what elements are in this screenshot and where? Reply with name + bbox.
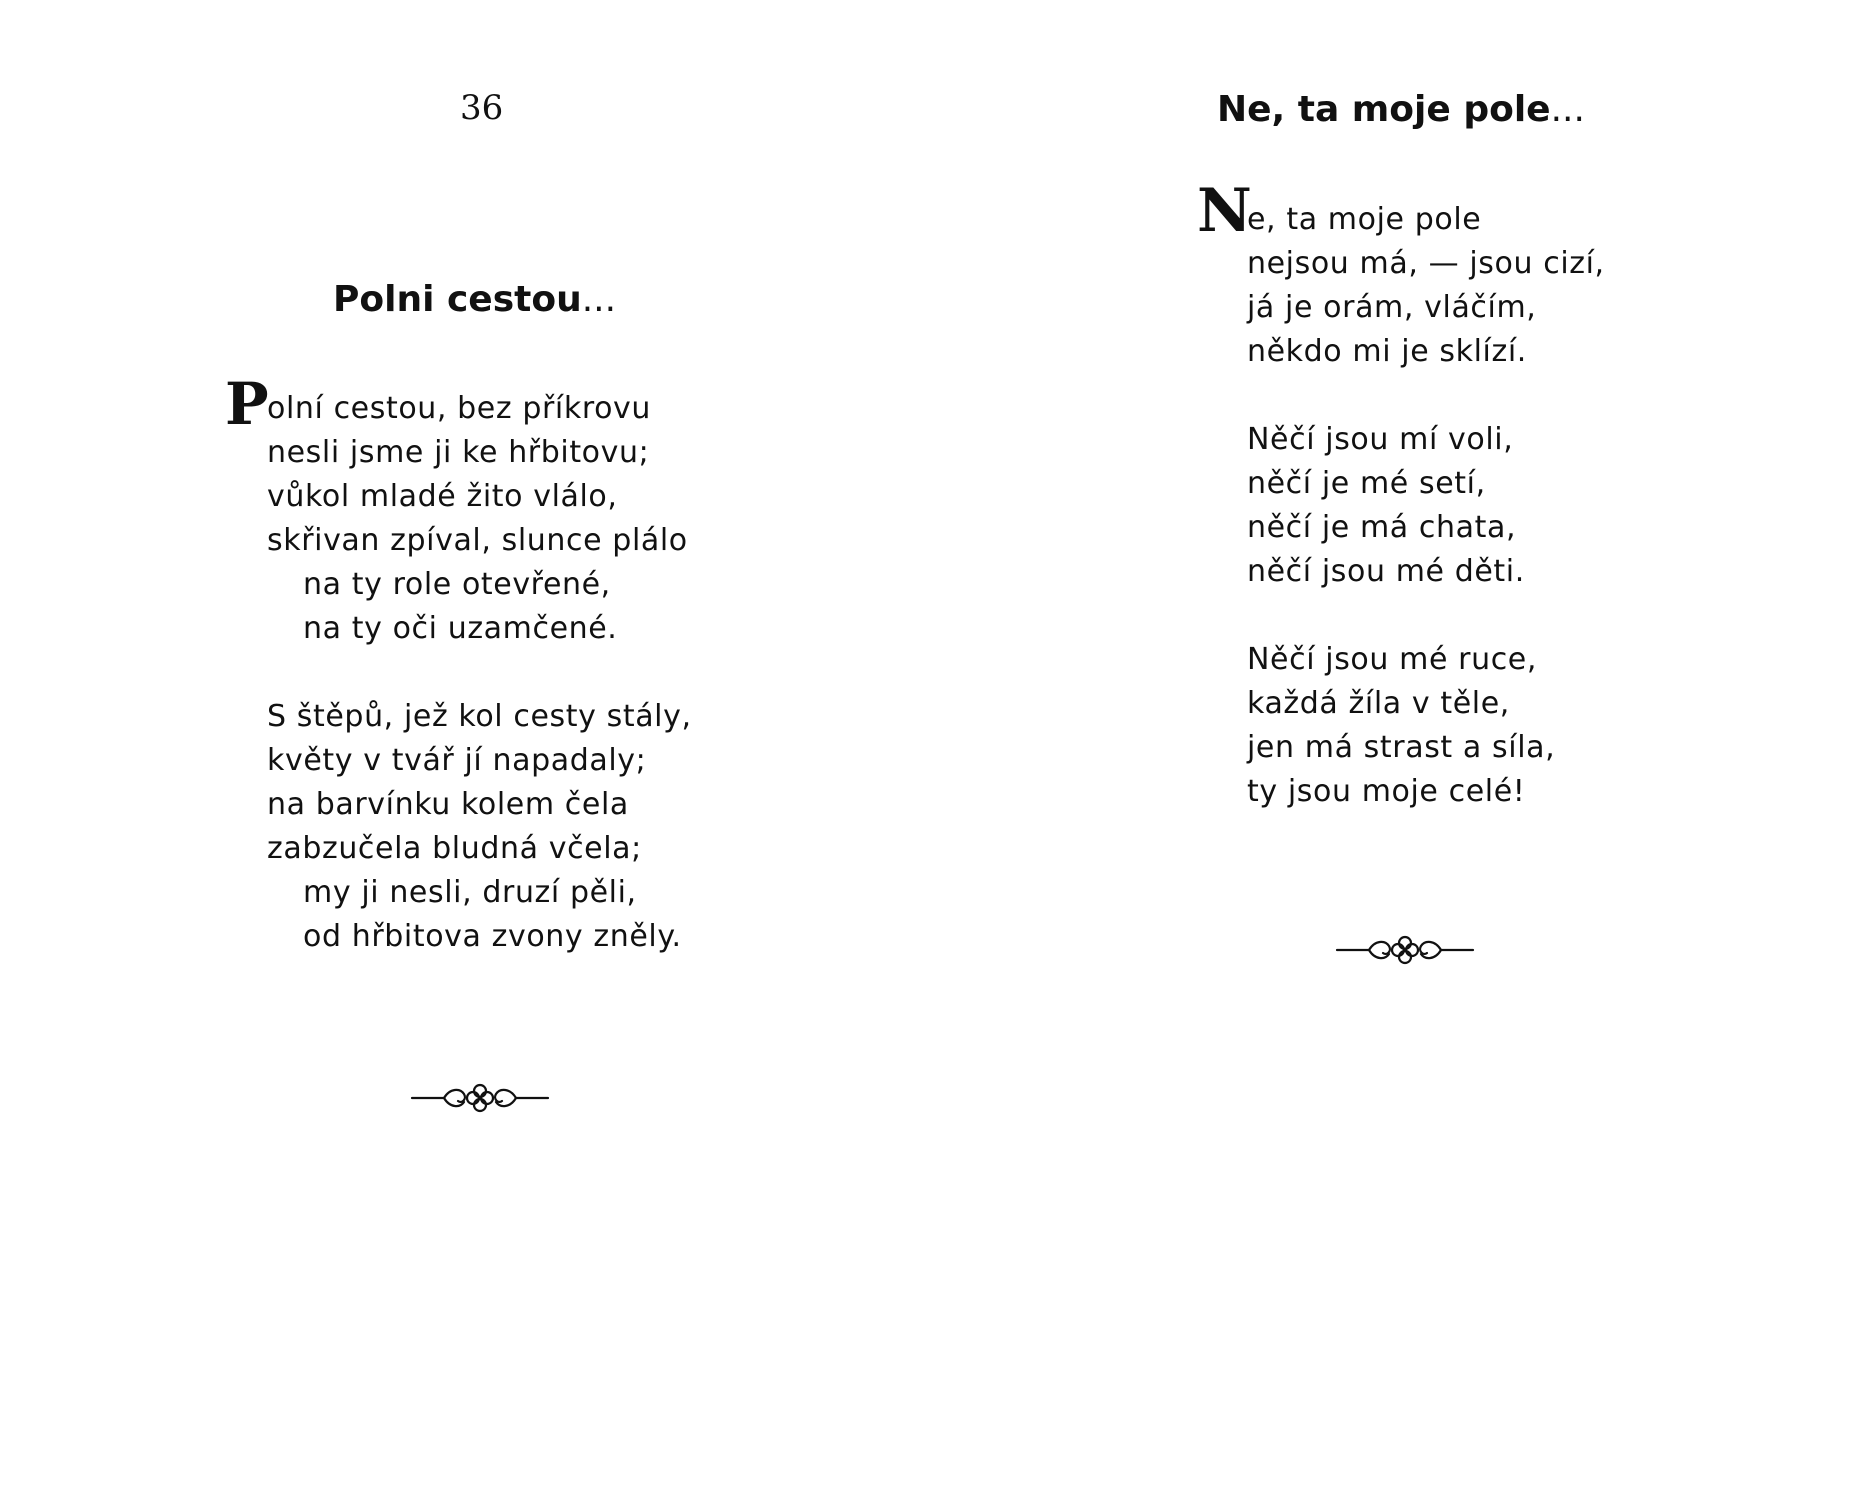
poem-line: něčí je mé setí, — [1247, 466, 1486, 501]
poem-line: něčí je má chata, — [1247, 510, 1517, 545]
poem-line: já je orám, vláčím, — [1247, 290, 1537, 325]
drop-cap: N — [1197, 176, 1253, 246]
poem-line — [225, 370, 692, 438]
poem-line: jen má strast a síla, — [1247, 730, 1556, 765]
poem-line: S štěpů, jež kol cesty stály, — [267, 699, 692, 734]
poem-line: něčí jsou mé děti. — [1247, 554, 1525, 589]
poem-line: Něčí jsou mí voli, — [1247, 422, 1514, 457]
poem-line: skřivan zpíval, slunce plálo — [267, 523, 688, 558]
fleuron-ornament-icon — [1335, 932, 1475, 968]
poem-line: na ty role otevřené, — [303, 567, 611, 602]
poem-title-ellipsis: ... — [581, 279, 617, 320]
poem-polni-cestou — [225, 370, 692, 1003]
poem-line: květy v tvář jí napadaly; — [267, 743, 647, 778]
poem-line: my ji nesli, druzí pěli, — [303, 875, 637, 910]
poem-line: Něčí jsou mé ruce, — [1247, 642, 1537, 677]
poem-title-text: Ne, ta moje pole — [1217, 89, 1551, 130]
poem-title-text: Polni cestou — [333, 279, 582, 320]
stanza-1 — [225, 370, 692, 651]
poem-line: zabzučela bludná včela; — [267, 831, 642, 866]
poem-line: na barvínku kolem čela — [267, 787, 629, 822]
poem-title-polni-cestou — [333, 278, 616, 322]
poem-title-ne-ta-moje-pole — [1217, 88, 1585, 132]
poem-line: nesli jsme ji ke hřbitovu; — [267, 435, 650, 470]
poem-ne-ta-moje-pole — [1197, 176, 1605, 858]
poem-line: někdo mi je sklízí. — [1247, 334, 1527, 369]
poem-line: vůkol mladé žito vlálo, — [267, 479, 618, 514]
stanza-1 — [1197, 176, 1605, 374]
fleuron-ornament-icon — [410, 1080, 550, 1116]
poem-line-text: e, ta moje pole — [1247, 202, 1482, 237]
right-page — [935, 0, 1870, 1500]
drop-cap: P — [225, 370, 270, 438]
poem-line — [1197, 176, 1605, 246]
poem-line: od hřbitova zvony zněly. — [303, 919, 682, 954]
page-number: 36 — [460, 88, 504, 128]
stanza-2 — [267, 695, 692, 959]
poem-title-ellipsis: ... — [1550, 89, 1585, 130]
poem-line: každá žíla v těle, — [1247, 686, 1510, 721]
poem-line: nejsou má, — jsou cizí, — [1247, 246, 1605, 281]
stanza-2 — [1247, 418, 1605, 594]
poem-line-text: olní cestou, bez příkrovu — [267, 391, 652, 426]
poem-line: na ty oči uzamčené. — [303, 611, 618, 646]
stanza-3 — [1247, 638, 1605, 814]
poem-line: ty jsou moje celé! — [1247, 774, 1526, 809]
